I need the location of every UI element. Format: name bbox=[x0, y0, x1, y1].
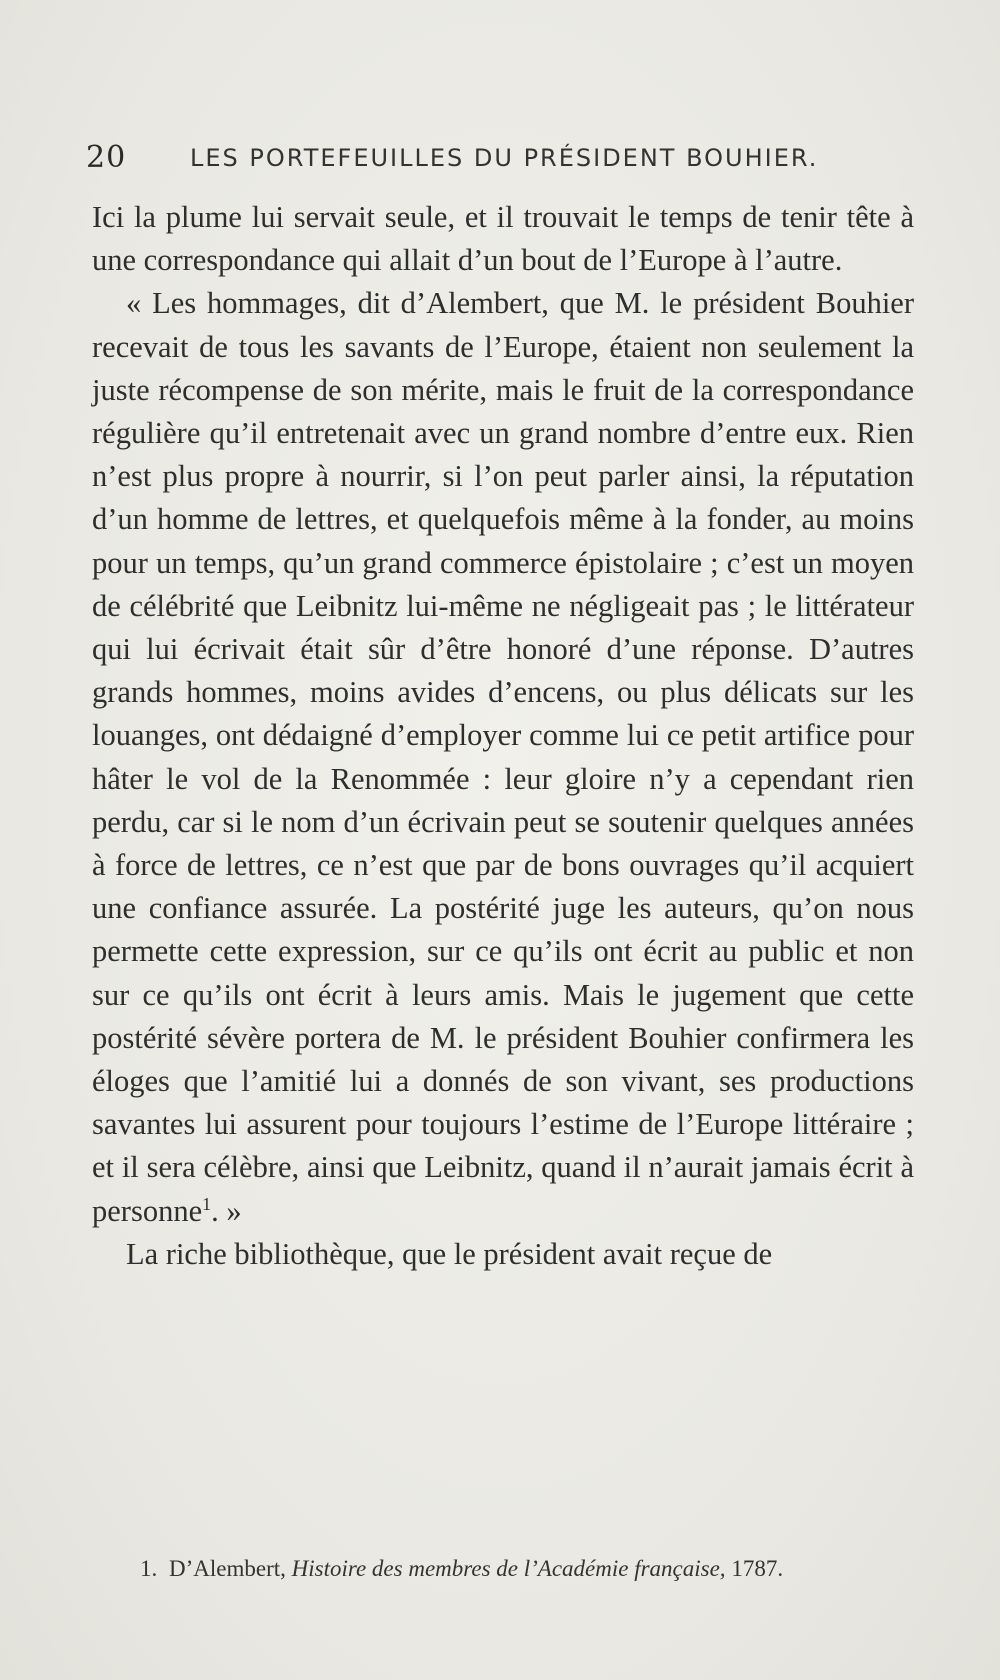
footnote-title: Histoire des membres de l’Académie française, bbox=[291, 1556, 726, 1581]
footnote-year: 1787. bbox=[731, 1556, 784, 1581]
footnote bbox=[140, 1554, 920, 1584]
paragraph-2 bbox=[92, 282, 914, 1232]
body-text bbox=[92, 196, 914, 1276]
footnote-number: 1. bbox=[140, 1556, 158, 1581]
page-number: 20 bbox=[86, 140, 127, 175]
running-head bbox=[86, 140, 916, 180]
paragraph-2-text: « Les hommages, dit d’Alembert, que M. le président Bouhier recevait de tous les savants de l’Europe, étaient non seulement la juste récompense de son mérite, mais le fruit de la correspondance régulière qu’il entretenait avec un grand nombre d’entre eux. Rien n’est plus propre à nourrir, si l’on peut parler ainsi, la réputation d’un homme de lettres, et quelquefois même à la fonder, au moins pour un temps, qu’un grand commerce épistolaire ; c’est un moyen de célébrité que Leibnitz lui-même ne négligeait pas ; le littérateur qui lui écrivait était sûr d’être honoré d’une réponse. D’autres grands hommes, moins avides d’encens, ou plus délicats sur les louanges, ont dédaigné d’employer comme lui ce petit artifice pour hâter le vol de la Renommée : leur gloire n’y a cependant rien perdu, car si le nom d’un écrivain peut se soutenir quelques années à force de lettres, ce n’est que par de bons ouvrages qu’il acquiert une confiance assurée. La postérité juge les auteurs, qu’on nous permette cette expression, sur ce qu’ils ont écrit au public et non sur ce qu’ils ont écrit à leurs amis. Mais le jugement que cette postérité sévère portera de M. le président Bouhier confirmera les éloges que l’amitié lui a donnés de son vivant, ses productions savantes lui assurent pour toujours l’estime de l’Europe littéraire ; et il sera célèbre, ainsi que Leibnitz, quand il n’aurait jamais écrit à personne bbox=[92, 286, 914, 1228]
running-title: LES PORTEFEUILLES DU PRÉSIDENT BOUHIER. bbox=[190, 144, 819, 172]
paragraph-2-end: . » bbox=[211, 1193, 242, 1228]
paragraph-1: Ici la plume lui servait seule, et il trouvait le temps de tenir tête à une correspondance qui allait d’un bout de l’Europe à l’autre. bbox=[92, 200, 914, 278]
footnote-author: D’Alembert, bbox=[169, 1556, 286, 1581]
paragraph-3: La riche bibliothèque, que le président avait reçue de bbox=[126, 1236, 773, 1271]
footnote-reference: 1 bbox=[202, 1193, 212, 1214]
